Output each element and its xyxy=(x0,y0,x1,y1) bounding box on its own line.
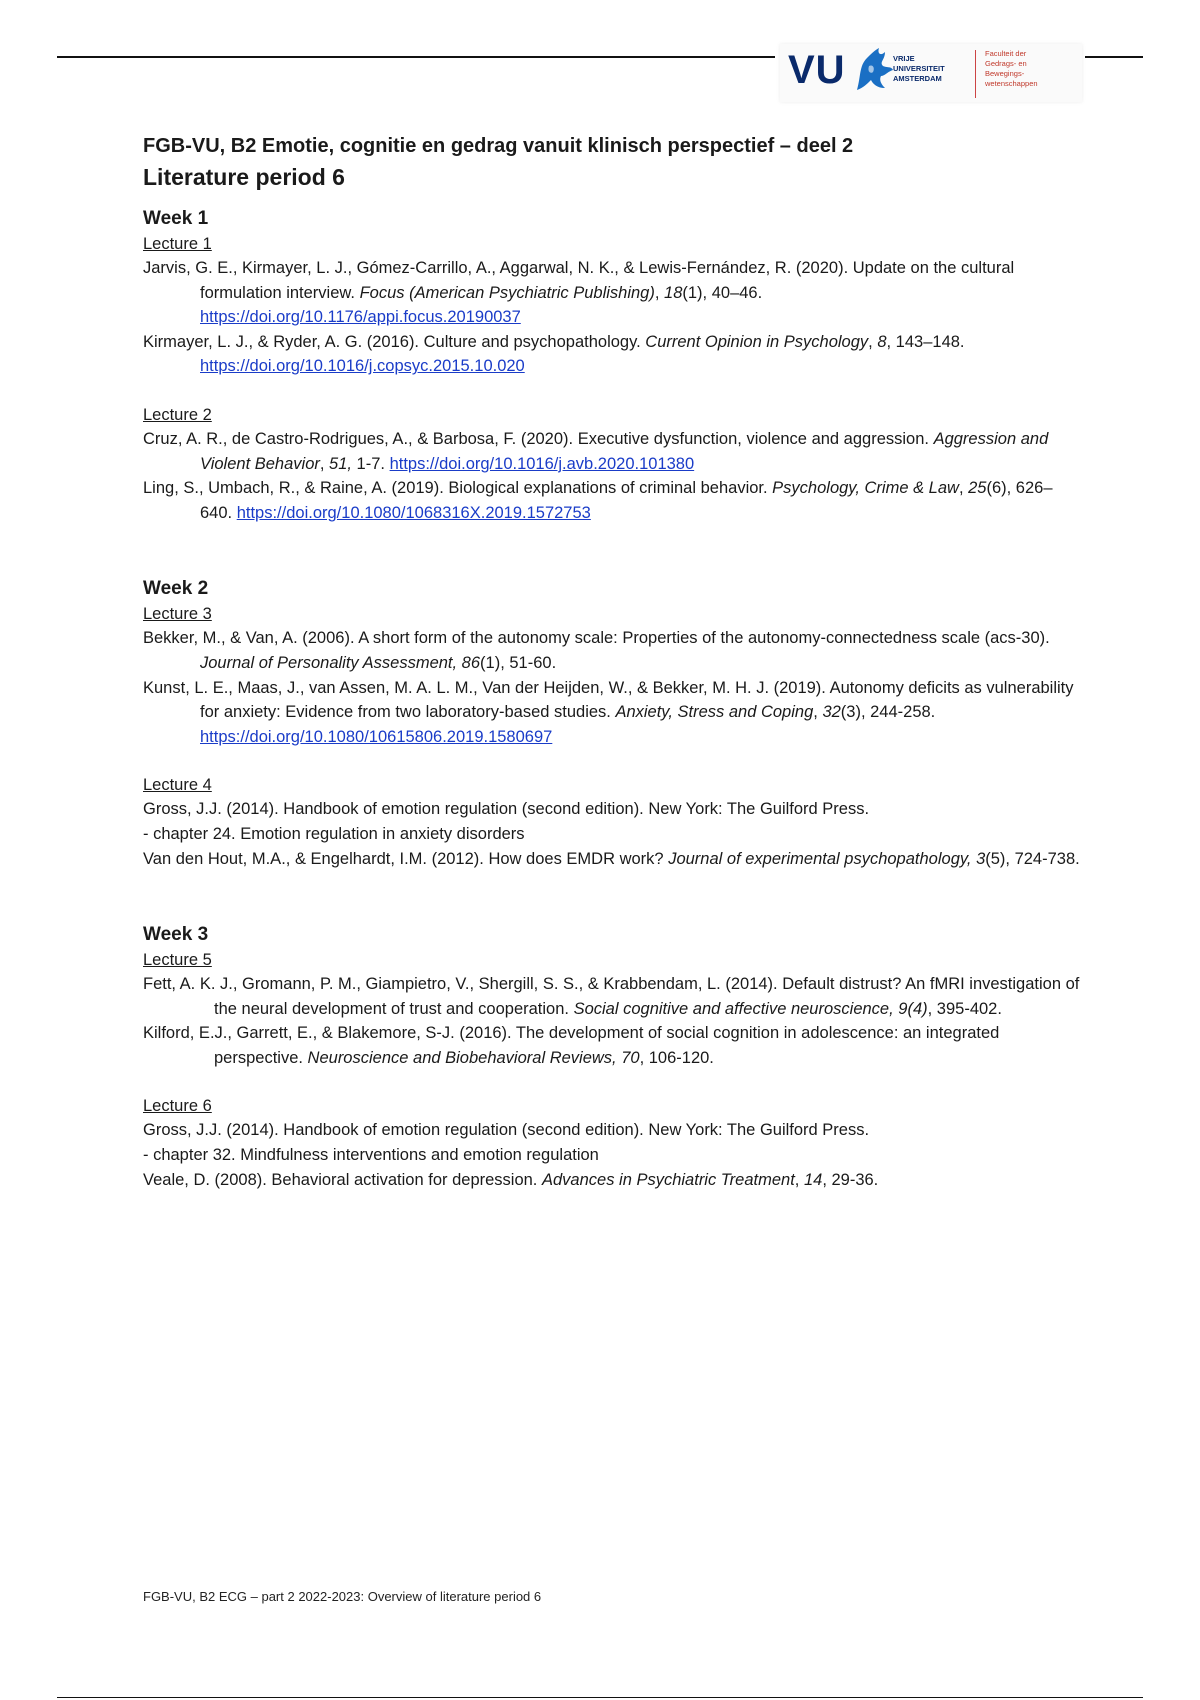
document-body xyxy=(143,132,1083,1192)
header-rule-left xyxy=(57,56,775,58)
lecture-heading: Lecture 4 xyxy=(143,776,212,795)
book-chapter: - chapter 32. Mindfulness interventions and emotion regulation xyxy=(143,1146,599,1165)
reference-item: Fett, A. K. J., Gromann, P. M., Giampietro, V., Shergill, S. S., & Krabbendam, L. (2014). Default distrust? An fMRI investigation of the neural development of trust and cooperation. Social cognitive and affective neuroscience, 9(4), 395-402. xyxy=(143,975,1080,1018)
reference-item: Veale, D. (2008). Behavioral activation for depression. Advances in Psychiatric Treatment, 14, 29-36. xyxy=(143,1170,879,1189)
lecture-heading: Lecture 3 xyxy=(143,605,212,624)
reference-item: Ling, S., Umbach, R., & Raine, A. (2019). Biological explanations of criminal behavior. Psychology, Crime & Law, 25(6), 626–640. https://doi.org/10.1080/1068316X.2019.1572753 xyxy=(143,479,1053,522)
lecture-heading: Lecture 2 xyxy=(143,405,212,424)
griffin-icon xyxy=(849,46,895,94)
lecture-4 xyxy=(143,773,1083,871)
header-rule-right xyxy=(1085,56,1143,58)
lecture-6 xyxy=(143,1094,1083,1192)
lecture-heading: Lecture 5 xyxy=(143,951,212,970)
lecture-heading: Lecture 1 xyxy=(143,235,212,253)
week-3 xyxy=(143,922,1083,1192)
week-heading: Week 2 xyxy=(143,578,209,600)
logo-divider xyxy=(975,50,976,98)
reference-item: Van den Hout, M.A., & Engelhardt, I.M. (2012). How does EMDR work? Journal of experimental psychopathology, 3(5), 724-738. xyxy=(143,849,1080,868)
doi-link[interactable]: https://doi.org/10.1080/1068316X.2019.1572753 xyxy=(236,503,591,522)
book-chapter: - chapter 24. Emotion regulation in anxiety disorders xyxy=(143,824,525,843)
reference-item: Kunst, L. E., Maas, J., van Assen, M. A. L. M., Van der Heijden, W., & Bekker, M. H. J. (2019). Autonomy deficits as vulnerability for anxiety: Evidence from two laboratory-based studies. Anxiety, Stress and Coping, 32(3), 244-258. https://doi.org/10.1080/10615806.2019.1580697 xyxy=(143,678,1074,746)
lecture-5 xyxy=(143,948,1083,1070)
page-title: Literature period 6 xyxy=(143,164,345,190)
logo-faculty-name: Faculteit der Gedrags- en Bewegings- wetenschappen xyxy=(985,49,1038,88)
course-title: FGB-VU, B2 Emotie, cognitie en gedrag vanuit klinisch perspectief – deel 2 xyxy=(143,135,854,157)
vu-faculty-logo xyxy=(780,44,1082,102)
book-reference: Gross, J.J. (2014). Handbook of emotion regulation (second edition). New York: The Guilford Press. xyxy=(143,800,870,819)
week-1 xyxy=(143,206,1083,525)
reference-item: Cruz, A. R., de Castro-Rodrigues, A., & Barbosa, F. (2020). Executive dysfunction, violence and aggression. Aggression and Violent Behavior, 51, 1-7. https://doi.org/10.1016/j.avb.2020.101380 xyxy=(143,429,1049,473)
doi-link[interactable]: https://doi.org/10.1016/j.avb.2020.101380 xyxy=(389,454,695,473)
week-heading: Week 3 xyxy=(143,924,209,946)
footer-rule xyxy=(57,1697,1143,1698)
lecture-heading: Lecture 6 xyxy=(143,1097,212,1116)
week-2 xyxy=(143,576,1083,871)
reference-item: Bekker, M., & Van, A. (2006). A short form of the autonomy scale: Properties of the autonomy-connectedness scale (acs-30). Journal of Personality Assessment, 86(1), 51-60. xyxy=(143,629,1050,672)
reference-item: Jarvis, G. E., Kirmayer, L. J., Gómez-Carrillo, A., Aggarwal, N. K., & Lewis-Fernández, R. (2020). Update on the cultural formulation interview. Focus (American Psychiatric Publishing), 18(1), 40–46. https://doi.org/10.1176/appi.focus.20190037 xyxy=(143,259,1015,327)
week-heading: Week 1 xyxy=(143,208,209,229)
lecture-2 xyxy=(143,403,1083,525)
lecture-3 xyxy=(143,602,1083,749)
logo-university-name: VRIJE UNIVERSITEIT AMSTERDAM xyxy=(893,54,945,83)
book-reference: Gross, J.J. (2014). Handbook of emotion regulation (second edition). New York: The Guilford Press. xyxy=(143,1121,870,1140)
doi-link[interactable]: https://doi.org/10.1080/10615806.2019.1580697 xyxy=(200,727,553,746)
reference-item: Kilford, E.J., Garrett, E., & Blakemore, S-J. (2016). The development of social cognition in adolescence: an integrated perspective. Neuroscience and Biobehavioral Reviews, 70, 106-120. xyxy=(143,1024,1000,1067)
page-footer: FGB-VU, B2 ECG – part 2 2022-2023: Overview of literature period 6 xyxy=(143,1589,542,1604)
doi-link[interactable]: https://doi.org/10.1016/j.copsyc.2015.10.020 xyxy=(200,357,525,376)
logo-wordmark: VU xyxy=(788,48,846,92)
reference-item: Kirmayer, L. J., & Ryder, A. G. (2016). Culture and psychopathology. Current Opinion in Psychology, 8, 143–148. https://doi.org/10.1016/j.copsyc.2015.10.020 xyxy=(143,332,965,376)
doi-link[interactable]: https://doi.org/10.1176/appi.focus.20190037 xyxy=(200,308,521,327)
lecture-1 xyxy=(143,232,1083,379)
